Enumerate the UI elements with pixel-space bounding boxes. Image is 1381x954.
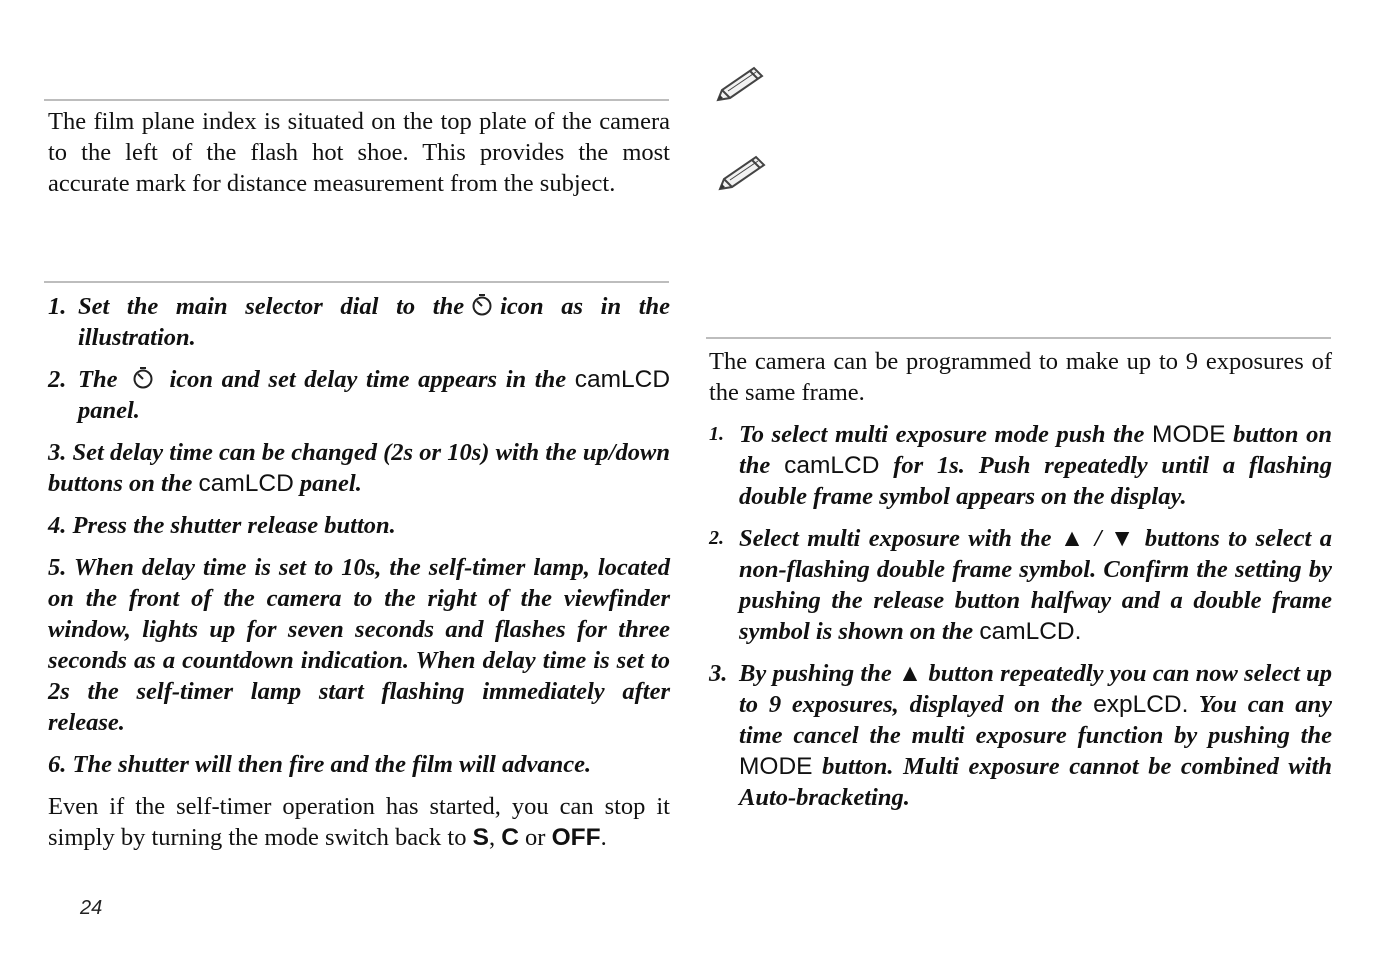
self-timer-step-1: 1. Set the main selector dial to the icon as in the illustration. bbox=[48, 293, 670, 351]
multi-exposure-step-2: 2. Select multi exposure with the ▲ / ▼ buttons to select a non-flashing double frame symbol. Confirm the setting by pushing the release button halfway and a double frame symbol is shown on the camLCD. bbox=[709, 525, 1332, 645]
self-timer-step-6: 6. The shutter will then fire and the film will advance. bbox=[48, 751, 592, 778]
multi-exposure-intro: The camera can be programmed to make up to 9 exposures of the same frame. bbox=[709, 348, 1332, 406]
multi-exposure-section bbox=[709, 346, 1332, 824]
self-timer-icon bbox=[131, 366, 155, 390]
section-rule-multi-exposure bbox=[706, 337, 1331, 339]
multi-exposure-step-3: 3. By pushing the ▲ button repeatedly you can now select up to 9 exposures, displayed on the expLCD. You can any time cancel the multi exposure function by pushing the MODE button. Multi exposure cannot be combined with Auto-bracketing. bbox=[709, 660, 1333, 811]
self-timer-step-2: 2. The icon and set delay time appears in the camLCD panel. bbox=[48, 366, 671, 424]
page-number: 24 bbox=[80, 897, 103, 919]
pencil-icon bbox=[712, 64, 766, 106]
section-rule-self-timer bbox=[44, 281, 669, 283]
self-timer-cancel-paragraph: Even if the self-timer operation has started, you can stop it simply by turning the mode switch back to S, C or OFF. bbox=[48, 793, 670, 851]
film-plane-paragraph: The film plane index is situated on the top plate of the camera to the left of the flash hot shoe. This provides the most accurate mark for distance measurement from the subject. bbox=[48, 108, 670, 197]
section-rule-film-plane bbox=[44, 99, 669, 101]
film-plane-section bbox=[48, 106, 670, 199]
pencil-icon bbox=[714, 153, 768, 195]
self-timer-icon bbox=[470, 293, 494, 317]
self-timer-section bbox=[48, 291, 670, 864]
multi-exposure-step-1: 1. To select multi exposure mode push the MODE button on the camLCD for 1s. Push repeatedly until a flashing double frame symbol appears on the display. bbox=[709, 421, 1333, 510]
self-timer-step-3: 3. Set delay time can be changed (2s or 10s) with the up/down buttons on the camLCD panel. bbox=[48, 439, 670, 497]
self-timer-step-5: 5. When delay time is set to 10s, the self-timer lamp, located on the front of the camera to the right of the viewfinder window, lights up for seven seconds and flashes for three seconds as a countdown indication. When delay time is set to 2s the self-timer lamp start flashing immediately after release. bbox=[48, 554, 670, 736]
self-timer-step-4: 4. Press the shutter release button. bbox=[48, 512, 396, 539]
